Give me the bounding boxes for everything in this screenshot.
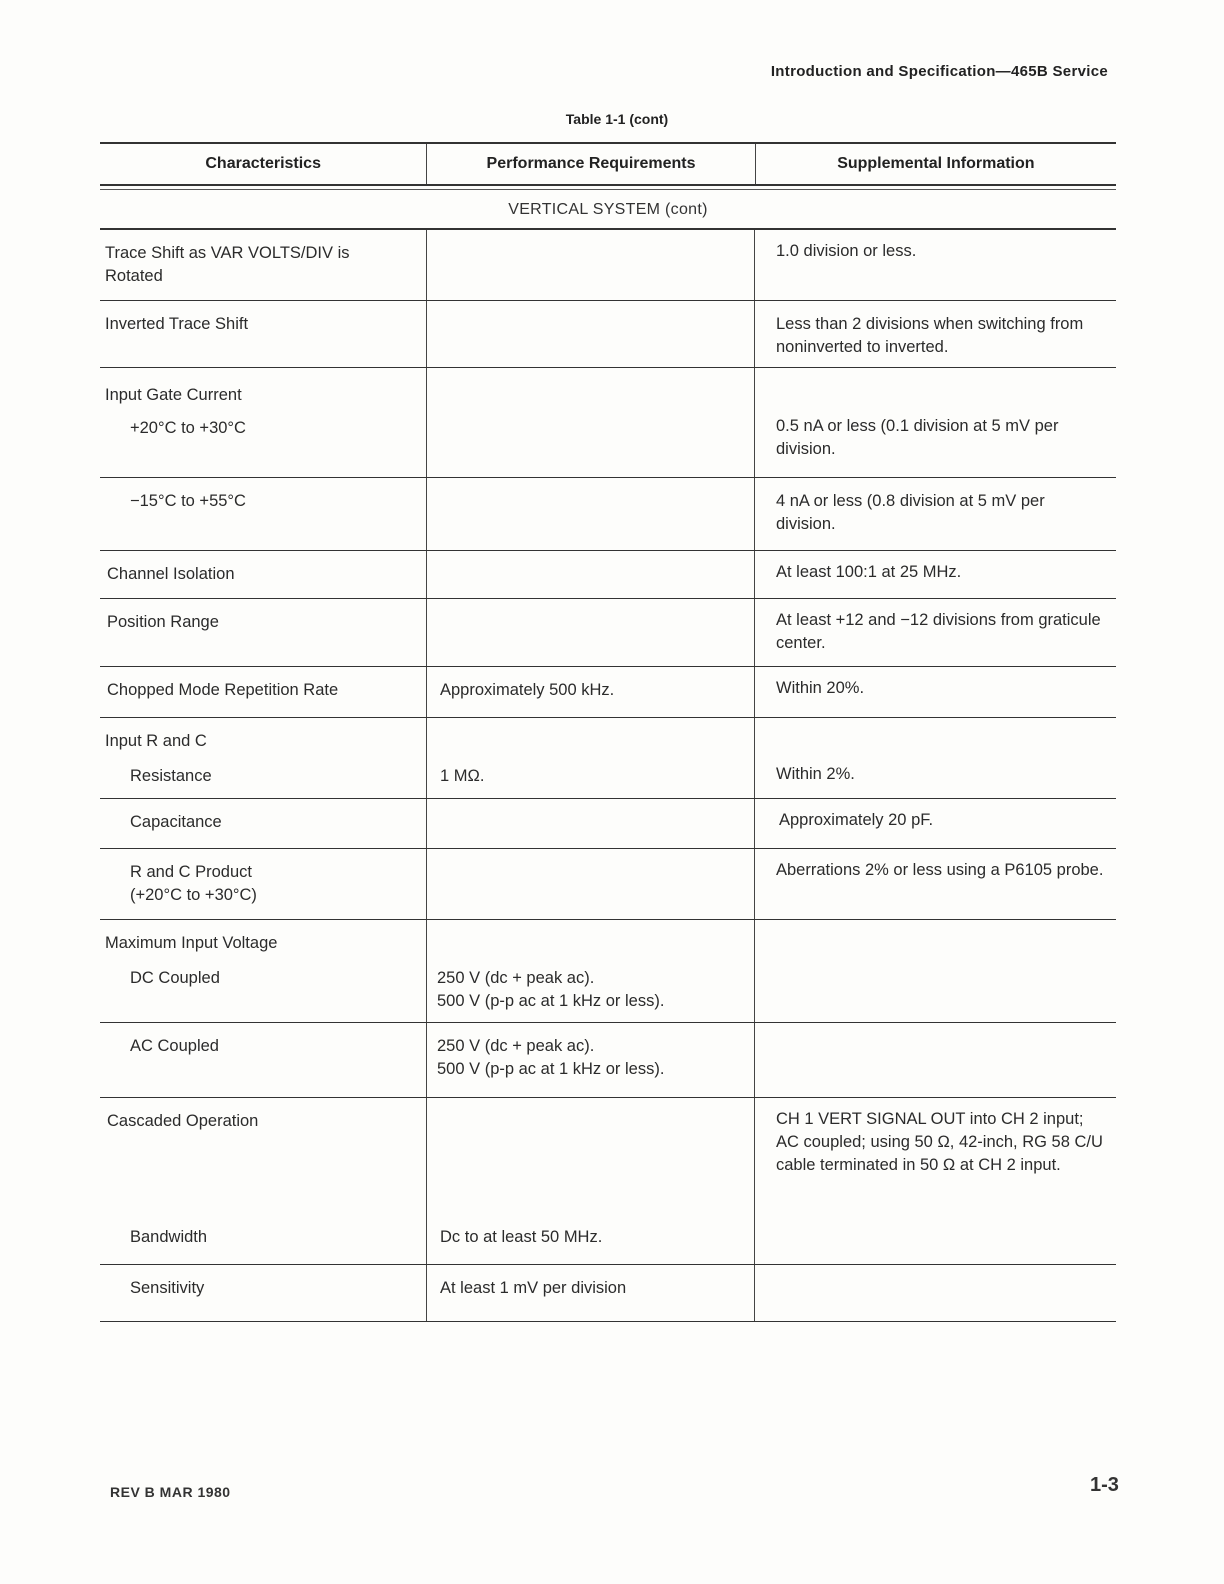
table-row bbox=[100, 301, 1116, 368]
performance-cell bbox=[427, 599, 755, 666]
performance-cell bbox=[427, 230, 755, 300]
performance-cell bbox=[427, 368, 755, 477]
column-header-characteristics: Characteristics bbox=[100, 144, 427, 184]
performance-text-line1: 250 V (dc + peak ac). bbox=[437, 1037, 595, 1055]
characteristic-cell bbox=[100, 1098, 427, 1264]
table-row bbox=[100, 551, 1116, 599]
sub-characteristic-text: Bandwidth bbox=[130, 1228, 208, 1246]
characteristic-cell: Channel Isolation bbox=[100, 551, 427, 598]
table-row bbox=[100, 1265, 1116, 1322]
characteristic-cell bbox=[100, 230, 427, 300]
supplemental-cell: 4 nA or less (0.8 division at 5 mV per division. bbox=[776, 492, 1045, 533]
characteristic-cell bbox=[100, 849, 427, 919]
sub-characteristic-text: DC Coupled bbox=[130, 969, 220, 987]
table-row bbox=[100, 667, 1116, 718]
table-title: Table 1-1 (cont) bbox=[565, 111, 669, 127]
revision-note: REV B MAR 1980 bbox=[110, 1484, 231, 1500]
running-header: Introduction and Specification—465B Service bbox=[770, 63, 1108, 80]
supplemental-cell bbox=[755, 718, 1116, 798]
characteristic-cell bbox=[100, 1023, 427, 1097]
performance-cell bbox=[427, 920, 755, 1022]
supplemental-cell: At least +12 and −12 divisions from graticule center. bbox=[776, 611, 1101, 652]
table-row bbox=[100, 599, 1116, 667]
table-row bbox=[100, 1023, 1116, 1098]
sub-characteristic-text: +20°C to +30°C bbox=[130, 419, 246, 437]
performance-text: Dc to at least 50 MHz. bbox=[440, 1228, 603, 1246]
characteristic-cell: Inverted Trace Shift bbox=[100, 301, 427, 367]
characteristic-text-line2: (+20°C to +30°C) bbox=[130, 886, 257, 904]
column-header-performance: Performance Requirements bbox=[427, 144, 755, 184]
characteristic-text: AC Coupled bbox=[130, 1037, 219, 1055]
characteristic-cell bbox=[100, 718, 427, 798]
supplemental-cell bbox=[755, 368, 1116, 477]
table-row bbox=[100, 478, 1116, 551]
performance-cell bbox=[427, 849, 755, 919]
table-row bbox=[100, 230, 1116, 301]
performance-cell bbox=[427, 799, 755, 848]
table-row bbox=[100, 718, 1116, 799]
performance-cell bbox=[427, 1023, 755, 1097]
section-heading: VERTICAL SYSTEM (cont) bbox=[100, 192, 1116, 230]
supplemental-cell: 1.0 division or less. bbox=[776, 242, 917, 260]
characteristic-cell bbox=[100, 1265, 427, 1321]
performance-cell bbox=[427, 551, 755, 598]
performance-cell: Approximately 500 kHz. bbox=[427, 667, 755, 717]
table-row bbox=[100, 1098, 1116, 1265]
performance-cell bbox=[427, 1098, 755, 1264]
performance-text-line2: 500 V (p-p ac at 1 kHz or less). bbox=[437, 1060, 665, 1078]
table-row bbox=[100, 799, 1116, 849]
supplemental-cell: CH 1 VERT SIGNAL OUT into CH 2 input; AC coupled; using 50 Ω, 42-inch, RG 58 C/U cable terminated in 50 Ω at CH 2 input. bbox=[776, 1110, 1103, 1174]
characteristic-text: Input R and C bbox=[105, 732, 207, 750]
table-row bbox=[100, 368, 1116, 478]
characteristic-text: Cascaded Operation bbox=[107, 1112, 259, 1130]
sub-characteristic-text: Resistance bbox=[130, 767, 212, 785]
column-header-supplemental: Supplemental Information bbox=[837, 155, 1035, 172]
performance-cell bbox=[427, 301, 755, 367]
performance-cell bbox=[427, 478, 755, 550]
characteristic-cell bbox=[100, 478, 427, 550]
supplemental-cell: Approximately 20 pF. bbox=[779, 811, 934, 829]
supplemental-cell: At least 100:1 at 25 MHz. bbox=[776, 563, 962, 581]
supplemental-cell bbox=[755, 1265, 1116, 1321]
performance-cell: At least 1 mV per division bbox=[427, 1265, 755, 1321]
supplemental-text: 0.5 nA or less (0.1 division at 5 mV per division. bbox=[776, 417, 1059, 458]
supplemental-cell: Within 20%. bbox=[776, 679, 865, 697]
characteristic-cell bbox=[100, 920, 427, 1022]
table-header-row bbox=[100, 142, 1116, 186]
characteristic-cell: Position Range bbox=[100, 599, 427, 666]
table-row bbox=[100, 920, 1116, 1023]
characteristic-text: Sensitivity bbox=[130, 1279, 205, 1297]
performance-text: 1 MΩ. bbox=[440, 767, 485, 785]
performance-cell bbox=[427, 718, 755, 798]
page-number: 1-3 bbox=[1090, 1474, 1119, 1496]
characteristic-text: Maximum Input Voltage bbox=[105, 934, 278, 952]
performance-text-line1: 250 V (dc + peak ac). bbox=[437, 969, 595, 987]
characteristic-text: Capacitance bbox=[130, 813, 222, 831]
supplemental-cell: Less than 2 divisions when switching from noninverted to inverted. bbox=[776, 315, 1084, 356]
characteristic-text: Trace Shift as VAR VOLTS/DIV is Rotated bbox=[105, 244, 350, 285]
characteristic-cell bbox=[100, 368, 427, 477]
supplemental-cell bbox=[755, 1023, 1116, 1097]
supplemental-cell: Aberrations 2% or less using a P6105 probe. bbox=[776, 861, 1104, 879]
supplemental-text: Within 2%. bbox=[776, 765, 855, 783]
characteristic-cell: Chopped Mode Repetition Rate bbox=[100, 667, 427, 717]
specification-table bbox=[100, 142, 1116, 1322]
characteristic-text: −15°C to +55°C bbox=[130, 492, 246, 510]
characteristic-cell bbox=[100, 799, 427, 848]
characteristic-text: Input Gate Current bbox=[105, 386, 242, 404]
table-row bbox=[100, 849, 1116, 920]
characteristic-text: R and C Product bbox=[130, 863, 252, 881]
supplemental-cell bbox=[755, 920, 1116, 1022]
performance-text-line2: 500 V (p-p ac at 1 kHz or less). bbox=[437, 992, 665, 1010]
